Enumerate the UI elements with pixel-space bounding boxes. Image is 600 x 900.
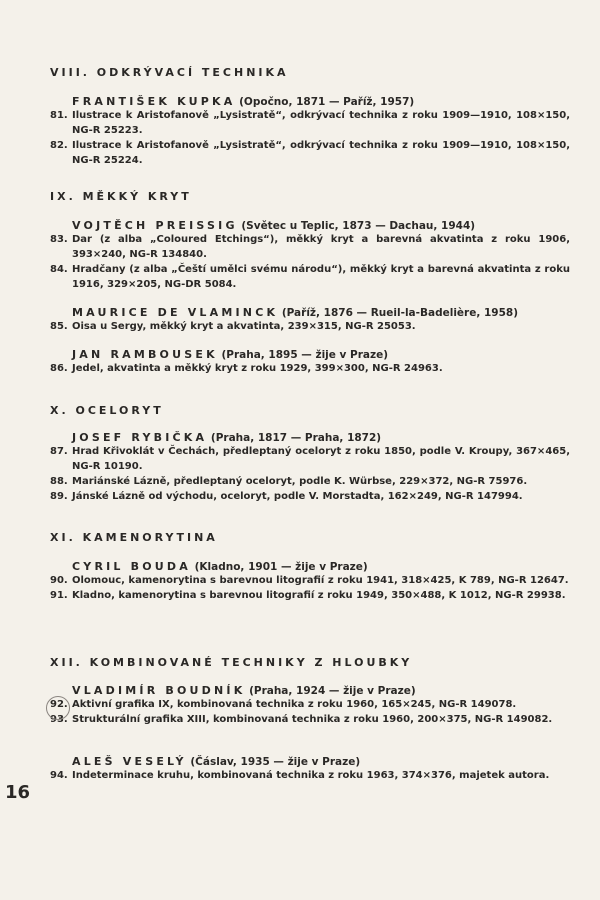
list-item (50, 108, 570, 138)
list-item (50, 319, 570, 334)
entry-text: Ilustrace k Aristofanově „Lysistratě“, odkrývací technika z roku 1909—1910, 108×150, NG-R 25224. (72, 140, 570, 166)
entry-number: 93. (50, 714, 68, 725)
entry-number: 92. (50, 699, 68, 710)
entry-text: Strukturální grafika XIII, kombinovaná technika z roku 1960, 200×375, NG-R 149082. (72, 714, 553, 725)
artist-heading (50, 348, 570, 361)
entry-number: 85. (50, 321, 68, 332)
artist-name: JAN RAMBOUSEK (72, 348, 218, 361)
artist-info: (Praha, 1895 — žije v Praze) (217, 349, 389, 361)
artist-heading (50, 306, 570, 319)
entry-text: Jánské Lázně od východu, oceloryt, podle V. Morstadta, 162×249, NG-R 147994. (72, 491, 523, 502)
pencil-circle-mark (46, 696, 70, 720)
entry-number: 82. (50, 140, 68, 151)
artist-info: (Světec u Teplic, 1873 — Dachau, 1944) (237, 220, 476, 232)
artist-info: (Praha, 1924 — žije v Praze) (245, 685, 416, 697)
artist-name: VOJTĚCH PREISSIG (72, 219, 238, 232)
section-ix (50, 190, 570, 203)
entry-text: Oisa u Sergy, měkký kryt a akvatinta, 239×315, NG-R 25053. (72, 321, 416, 332)
artist-vlaminck (50, 306, 570, 334)
artist-heading (50, 95, 570, 108)
artist-info: (Kladno, 1901 — žije v Praze) (190, 561, 368, 573)
entry-number: 81. (50, 110, 68, 121)
artist-name: VLADIMÍR BOUDNÍK (72, 684, 246, 697)
list-item (50, 474, 570, 489)
artist-rybicka (50, 431, 570, 504)
entry-text: Hradčany (z alba „Čeští umělci svému národu“), měkký kryt a barevná akvatinta z roku 1916, 329×205, NG-DR 5084. (72, 264, 570, 290)
artist-info: (Čáslav, 1935 — žije v Praze) (186, 756, 361, 768)
entry-number: 88. (50, 476, 68, 487)
entry-number: 84. (50, 264, 68, 275)
list-item (50, 712, 570, 727)
section-xi (50, 531, 570, 544)
page-number: 16 (5, 782, 31, 803)
section-title: XI. KAMENORYTINA (50, 531, 218, 544)
entry-text: Mariánské Lázně, předleptaný oceloryt, podle K. Würbse, 229×372, NG-R 75976. (72, 476, 528, 487)
artist-heading (50, 684, 570, 697)
list-item (50, 262, 570, 292)
section-x (50, 404, 570, 417)
artist-name: FRANTIŠEK KUPKA (72, 95, 236, 108)
artist-heading (50, 560, 570, 573)
list-item (50, 573, 570, 588)
artist-info: (Opočno, 1871 — Paříž, 1957) (235, 96, 415, 108)
list-item (50, 768, 570, 783)
artist-heading (50, 219, 570, 232)
section-viii (50, 66, 570, 79)
artist-heading (50, 755, 570, 768)
list-item (50, 588, 570, 603)
artist-preissig (50, 219, 570, 292)
entry-number: 90. (50, 575, 68, 586)
entry-number: 87. (50, 446, 68, 457)
artist-boudnik (50, 684, 570, 727)
entry-text: Indeterminace kruhu, kombinovaná technika z roku 1963, 374×376, majetek autora. (72, 770, 550, 781)
list-item (50, 444, 570, 474)
entry-text: Jedel, akvatinta a měkký kryt z roku 1929, 399×300, NG-R 24963. (72, 363, 443, 374)
entry-number: 89. (50, 491, 68, 502)
section-title: IX. MĚKKÝ KRYT (50, 190, 192, 203)
section-title: XII. KOMBINOVANÉ TECHNIKY Z HLOUBKY (50, 656, 413, 669)
section-title: X. OCELORYT (50, 404, 164, 417)
artist-heading (50, 431, 570, 444)
artist-name: ALEŠ VESELÝ (72, 755, 187, 768)
entry-text: Kladno, kamenorytina s barevnou litografií z roku 1949, 350×488, K 1012, NG-R 29938. (72, 590, 566, 601)
section-title: VIII. ODKRÝVACÍ TECHNIKA (50, 66, 289, 79)
list-item (50, 489, 570, 504)
artist-info: (Paříž, 1876 — Rueil-la-Badelière, 1958) (278, 307, 519, 319)
artist-info: (Praha, 1817 — Praha, 1872) (207, 432, 382, 444)
artist-name: MAURICE DE VLAMINCK (72, 306, 279, 319)
artist-name: JOSEF RYBIČKA (72, 431, 208, 444)
entry-number: 91. (50, 590, 68, 601)
entry-number: 83. (50, 234, 68, 245)
list-item (50, 232, 570, 262)
artist-vesely (50, 755, 570, 783)
list-item (50, 697, 570, 712)
entry-text: Olomouc, kamenorytina s barevnou litografií z roku 1941, 318×425, K 789, NG-R 12647. (72, 575, 569, 586)
list-item (50, 361, 570, 376)
artist-bouda (50, 560, 570, 603)
entry-number: 94. (50, 770, 68, 781)
artist-name: CYRIL BOUDA (72, 560, 191, 573)
list-item (50, 138, 570, 168)
section-xii (50, 656, 570, 669)
entry-number: 86. (50, 363, 68, 374)
entry-text: Hrad Křivoklát v Čechách, předleptaný oceloryt z roku 1850, podle V. Kroupy, 367×465, NG-R 10190. (72, 446, 570, 472)
artist-kupka (50, 95, 570, 168)
entry-text: Aktivní grafika IX, kombinovaná technika z roku 1960, 165×245, NG-R 149078. (72, 699, 517, 710)
entry-text: Dar (z alba „Coloured Etchings“), měkký kryt a barevná akvatinta z roku 1906, 393×240, NG-R 134840. (72, 234, 570, 260)
artist-rambousek (50, 348, 570, 376)
entry-text: Ilustrace k Aristofanově „Lysistratě“, odkrývací technika z roku 1909—1910, 108×150, NG-R 25223. (72, 110, 570, 136)
